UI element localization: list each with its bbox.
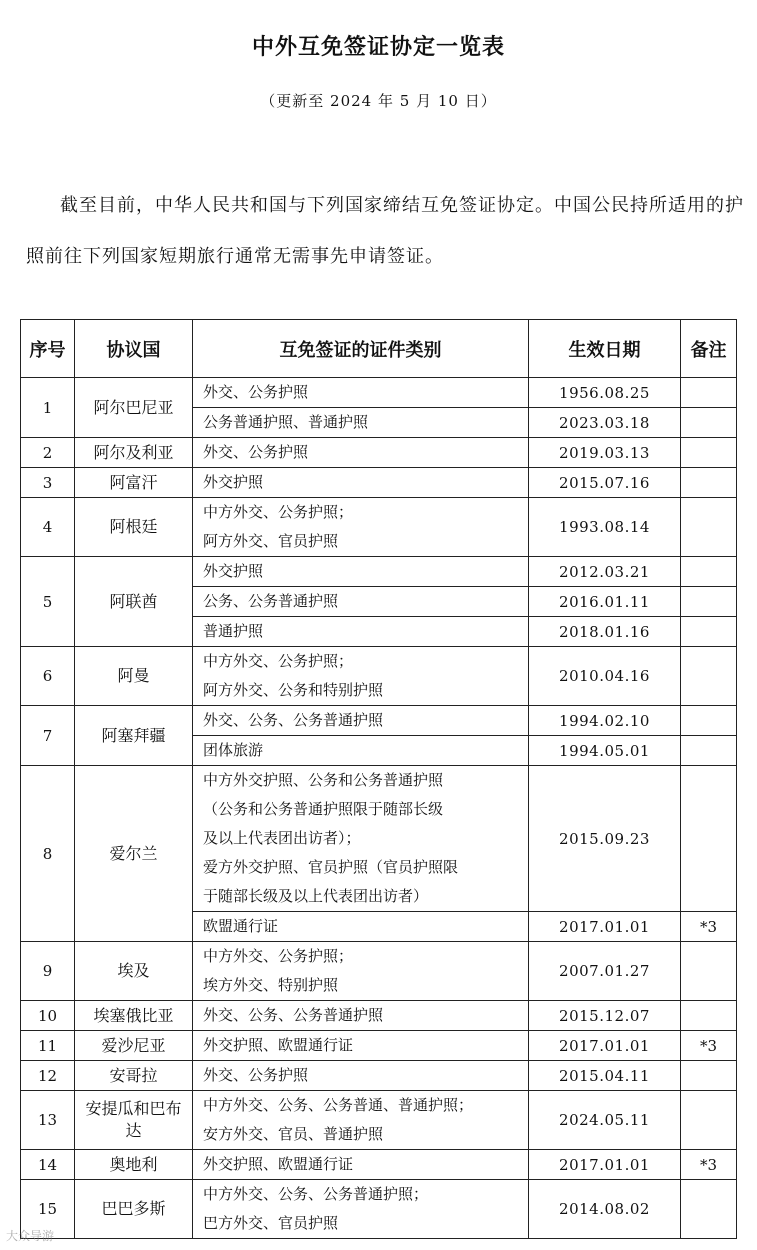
effective-date: 2015.12.07 (529, 1001, 681, 1031)
document-types (193, 736, 529, 766)
document-type-line: 外交、公务、公务普通护照 (203, 711, 384, 729)
document-type-line: 中方外交、公务护照； (203, 503, 354, 521)
country-name: 巴巴多斯 (75, 1180, 193, 1239)
row-number: 7 (21, 706, 75, 766)
document-type-line: 埃方外交、特别护照 (203, 976, 339, 994)
remark: *3 (681, 1150, 737, 1180)
document-type-line: 阿方外交、公务和特别护照 (203, 681, 384, 699)
effective-date: 1994.02.10 (529, 706, 681, 736)
table-row (21, 438, 737, 468)
row-number: 12 (21, 1061, 75, 1091)
document-type-line: 及以上代表团出访者）； (203, 829, 361, 847)
row-number: 9 (21, 942, 75, 1001)
row-number: 15 (21, 1180, 75, 1239)
update-date: （更新至 2024 年 5 月 10 日） (260, 92, 497, 110)
remark (681, 1061, 737, 1091)
document-type-line: 阿方外交、官员护照 (203, 532, 339, 550)
effective-date: 2010.04.16 (529, 647, 681, 706)
document-types (193, 706, 529, 736)
table-row (21, 766, 737, 912)
document-type-line: 爱方外交护照、官员护照（官员护照限 (203, 858, 459, 876)
country-name: 阿根廷 (75, 498, 193, 557)
row-number: 10 (21, 1001, 75, 1031)
table-row (21, 1150, 737, 1180)
effective-date: 2015.04.11 (529, 1061, 681, 1091)
document-type-line: 外交护照 (203, 473, 264, 491)
effective-date: 2015.09.23 (529, 766, 681, 912)
table-body (21, 378, 737, 1239)
visa-agreement-table (20, 319, 737, 1239)
row-number: 3 (21, 468, 75, 498)
document-type-line: 于随部长级及以上代表团出访者） (203, 887, 429, 905)
header-num: 序号 (21, 320, 75, 378)
table-row (21, 468, 737, 498)
header-docs: 互免签证的证件类别 (193, 320, 529, 378)
watermark: 大众导游 (6, 1229, 55, 1243)
remark (681, 468, 737, 498)
document-types (193, 1150, 529, 1180)
effective-date: 2014.08.02 (529, 1180, 681, 1239)
document-types (193, 438, 529, 468)
effective-date: 2017.01.01 (529, 912, 681, 942)
effective-date: 2017.01.01 (529, 1150, 681, 1180)
document-types (193, 617, 529, 647)
remark (681, 617, 737, 647)
table-row (21, 1091, 737, 1150)
document-title: 中外互免签证协定一览表 (251, 35, 505, 60)
document-type-line: 公务普通护照、普通护照 (203, 413, 369, 431)
document-types (193, 408, 529, 438)
row-number: 14 (21, 1150, 75, 1180)
effective-date: 2017.01.01 (529, 1031, 681, 1061)
document-type-line: 安方外交、官员、普通护照 (203, 1125, 384, 1143)
country-name: 阿塞拜疆 (75, 706, 193, 766)
header-country: 协议国 (75, 320, 193, 378)
document-type-line: 中方外交、公务护照； (203, 652, 354, 670)
document-type-line: 中方外交、公务、公务普通、普通护照； (203, 1096, 474, 1114)
row-number: 8 (21, 766, 75, 942)
document-type-line: 普通护照 (203, 622, 264, 640)
remark: *3 (681, 912, 737, 942)
remark (681, 438, 737, 468)
document-types (193, 587, 529, 617)
country-name: 埃塞俄比亚 (75, 1001, 193, 1031)
table-row (21, 1180, 737, 1239)
document-types (193, 498, 529, 557)
country-name: 安提瓜和巴布达 (75, 1091, 193, 1150)
country-name: 阿富汗 (75, 468, 193, 498)
table-row (21, 378, 737, 408)
remark (681, 706, 737, 736)
document-type-line: 外交护照、欧盟通行证 (203, 1155, 354, 1173)
header-date: 生效日期 (529, 320, 681, 378)
country-name: 阿尔及利亚 (75, 438, 193, 468)
table-row (21, 498, 737, 557)
document-types (193, 1061, 529, 1091)
effective-date: 2015.07.16 (529, 468, 681, 498)
intro-paragraph: 截至目前，中华人民共和国与下列国家缔结互免签证协定。中国公民持所适用的护照前往下列国家短期旅行通常无需事先申请签证。 (26, 195, 744, 267)
table-row (21, 942, 737, 1001)
document-types (193, 1001, 529, 1031)
table-row (21, 557, 737, 587)
document-types (193, 766, 529, 912)
remark (681, 498, 737, 557)
document-type-line: 中方外交护照、公务和公务普通护照 (203, 771, 444, 789)
row-number: 13 (21, 1091, 75, 1150)
table-row (21, 706, 737, 736)
effective-date: 2024.05.11 (529, 1091, 681, 1150)
document-type-line: 外交、公务护照 (203, 1066, 309, 1084)
document-type-line: 外交、公务、公务普通护照 (203, 1006, 384, 1024)
table-row (21, 647, 737, 706)
row-number: 4 (21, 498, 75, 557)
remark (681, 1180, 737, 1239)
row-number: 11 (21, 1031, 75, 1061)
row-number: 5 (21, 557, 75, 647)
country-name: 爱尔兰 (75, 766, 193, 942)
table-row (21, 1001, 737, 1031)
country-name: 埃及 (75, 942, 193, 1001)
header-note: 备注 (681, 320, 737, 378)
effective-date: 2007.01.27 (529, 942, 681, 1001)
document-types (193, 468, 529, 498)
country-name: 爱沙尼亚 (75, 1031, 193, 1061)
remark (681, 557, 737, 587)
effective-date: 1994.05.01 (529, 736, 681, 766)
document-type-line: 外交、公务护照 (203, 383, 309, 401)
document-type-line: 中方外交、公务、公务普通护照； (203, 1185, 429, 1203)
document-types (193, 912, 529, 942)
remark (681, 1091, 737, 1150)
effective-date: 1993.08.14 (529, 498, 681, 557)
country-name: 阿曼 (75, 647, 193, 706)
document-types (193, 557, 529, 587)
table-row (21, 1031, 737, 1061)
effective-date: 1956.08.25 (529, 378, 681, 408)
country-name: 奥地利 (75, 1150, 193, 1180)
remark: *3 (681, 1031, 737, 1061)
document-types (193, 1180, 529, 1239)
document-types (193, 942, 529, 1001)
effective-date: 2023.03.18 (529, 408, 681, 438)
remark (681, 408, 737, 438)
remark (681, 942, 737, 1001)
document-type-line: 外交护照、欧盟通行证 (203, 1036, 354, 1054)
effective-date: 2012.03.21 (529, 557, 681, 587)
country-name: 安哥拉 (75, 1061, 193, 1091)
table-row (21, 1061, 737, 1091)
document-type-line: 中方外交、公务护照； (203, 947, 354, 965)
effective-date: 2016.01.11 (529, 587, 681, 617)
document-type-line: 外交护照 (203, 562, 264, 580)
document-type-line: 巴方外交、官员护照 (203, 1214, 339, 1232)
table-header-row (21, 320, 737, 378)
document-types (193, 1031, 529, 1061)
country-name: 阿联酋 (75, 557, 193, 647)
remark (681, 378, 737, 408)
remark (681, 587, 737, 617)
document-type-line: 外交、公务护照 (203, 443, 309, 461)
document-type-line: 公务、公务普通护照 (203, 592, 339, 610)
document-types (193, 1091, 529, 1150)
row-number: 1 (21, 378, 75, 438)
document-type-line: 欧盟通行证 (203, 917, 279, 935)
effective-date: 2019.03.13 (529, 438, 681, 468)
remark (681, 766, 737, 912)
effective-date: 2018.01.16 (529, 617, 681, 647)
remark (681, 736, 737, 766)
document-types (193, 378, 529, 408)
document-type-line: （公务和公务普通护照限于随部长级 (203, 800, 444, 818)
country-name: 阿尔巴尼亚 (75, 378, 193, 438)
row-number: 6 (21, 647, 75, 706)
document-type-line: 团体旅游 (203, 741, 264, 759)
document-types (193, 647, 529, 706)
remark (681, 647, 737, 706)
remark (681, 1001, 737, 1031)
row-number: 2 (21, 438, 75, 468)
